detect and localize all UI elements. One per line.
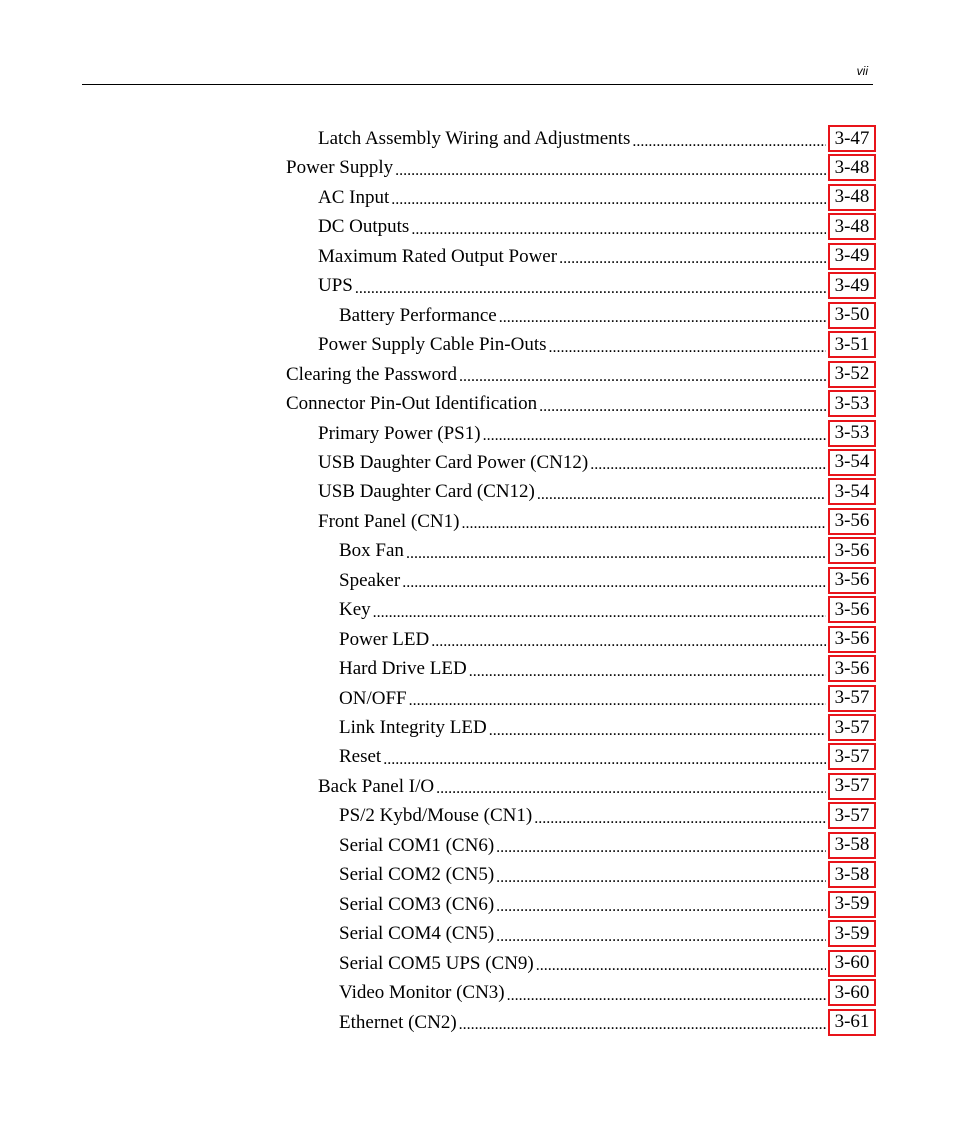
toc-entry-link[interactable] bbox=[318, 507, 826, 536]
dot-leader bbox=[496, 923, 826, 945]
dot-leader bbox=[496, 864, 826, 886]
toc-entry-label: Serial COM1 (CN6) bbox=[339, 834, 495, 856]
dot-leader bbox=[395, 157, 826, 179]
dot-leader bbox=[461, 510, 826, 532]
toc-entry-label: Video Monitor (CN3) bbox=[339, 982, 505, 1004]
toc-entry-link[interactable] bbox=[339, 1008, 826, 1037]
toc-entry-link[interactable] bbox=[318, 183, 826, 212]
page-number-link[interactable]: 3-56 bbox=[828, 596, 876, 623]
page-number-link[interactable]: 3-47 bbox=[828, 125, 876, 152]
toc-entry-label: DC Outputs bbox=[318, 216, 410, 238]
dot-leader bbox=[534, 805, 826, 827]
toc-row bbox=[0, 536, 954, 566]
toc-row bbox=[0, 566, 954, 596]
toc-entry-link[interactable] bbox=[339, 890, 826, 919]
dot-leader bbox=[539, 393, 826, 415]
toc-entry-label: Hard Drive LED bbox=[339, 658, 467, 680]
page-number-link[interactable]: 3-60 bbox=[828, 950, 876, 977]
toc-entry-link[interactable] bbox=[318, 477, 826, 506]
page-number-link[interactable]: 3-49 bbox=[828, 243, 876, 270]
toc-row bbox=[0, 860, 954, 890]
toc-entry-label: Ethernet (CN2) bbox=[339, 1011, 457, 1033]
dot-leader bbox=[373, 599, 826, 621]
toc-entry-link[interactable] bbox=[318, 242, 826, 271]
toc-entry-link[interactable] bbox=[318, 271, 826, 300]
page-number-link[interactable]: 3-51 bbox=[828, 331, 876, 358]
toc-entry-link[interactable] bbox=[339, 860, 826, 889]
toc-row bbox=[0, 1008, 954, 1038]
page-number-link[interactable]: 3-57 bbox=[828, 685, 876, 712]
toc-entry-label: Power Supply Cable Pin-Outs bbox=[318, 334, 547, 356]
dot-leader bbox=[496, 893, 826, 915]
toc-entry-link[interactable] bbox=[339, 978, 826, 1007]
dot-leader bbox=[409, 687, 826, 709]
toc-entry-label: PS/2 Kybd/Mouse (CN1) bbox=[339, 805, 533, 827]
toc-entry-label: AC Input bbox=[318, 186, 390, 208]
toc-row bbox=[0, 124, 954, 154]
page-number-link[interactable]: 3-50 bbox=[828, 302, 876, 329]
dot-leader bbox=[402, 569, 826, 591]
dot-leader bbox=[431, 628, 826, 650]
toc-row bbox=[0, 625, 954, 655]
toc-entry-label: Reset bbox=[339, 746, 382, 768]
toc-entry-label: USB Daughter Card Power (CN12) bbox=[318, 451, 589, 473]
dot-leader bbox=[590, 451, 826, 473]
toc-entry-link[interactable] bbox=[339, 831, 826, 860]
toc-entry-link[interactable] bbox=[318, 124, 826, 153]
page-number-link[interactable]: 3-56 bbox=[828, 567, 876, 594]
toc-row bbox=[0, 595, 954, 625]
toc-entry-label: USB Daughter Card (CN12) bbox=[318, 481, 535, 503]
page-number-link[interactable]: 3-49 bbox=[828, 272, 876, 299]
toc-entry-link[interactable] bbox=[339, 801, 826, 830]
toc-row bbox=[0, 831, 954, 861]
page-number-link[interactable]: 3-60 bbox=[828, 979, 876, 1006]
toc-row bbox=[0, 360, 954, 390]
toc-entry-link[interactable] bbox=[318, 772, 826, 801]
toc-entry-label: Key bbox=[339, 599, 371, 621]
toc-entry-label: Clearing the Password bbox=[286, 363, 457, 385]
toc-entry-label: ON/OFF bbox=[339, 687, 407, 709]
toc-row bbox=[0, 242, 954, 272]
toc-row bbox=[0, 801, 954, 831]
toc-entry-link[interactable] bbox=[339, 742, 826, 771]
page-number-link[interactable]: 3-56 bbox=[828, 537, 876, 564]
toc-entry-link[interactable] bbox=[286, 389, 826, 418]
dot-leader bbox=[406, 540, 826, 562]
toc-entry-link[interactable] bbox=[318, 330, 826, 359]
toc-row bbox=[0, 713, 954, 743]
toc-entry-label: Latch Assembly Wiring and Adjustments bbox=[318, 128, 631, 149]
toc-entry-link[interactable] bbox=[339, 713, 826, 742]
toc-row bbox=[0, 271, 954, 301]
dot-leader bbox=[559, 245, 826, 267]
page-number-link[interactable]: 3-56 bbox=[828, 655, 876, 682]
page-number-link[interactable]: 3-52 bbox=[828, 361, 876, 388]
dot-leader bbox=[536, 952, 826, 974]
toc-entry-label: Front Panel (CN1) bbox=[318, 510, 460, 532]
page-number: vii bbox=[856, 64, 868, 78]
toc-entry-label: Connector Pin-Out Identification bbox=[286, 393, 538, 415]
page-number-link[interactable]: 3-57 bbox=[828, 802, 876, 829]
toc-entry-link[interactable] bbox=[339, 949, 826, 978]
dot-leader bbox=[483, 422, 826, 444]
header-rule bbox=[82, 84, 873, 85]
toc-row bbox=[0, 772, 954, 802]
page-number-link[interactable]: 3-59 bbox=[828, 920, 876, 947]
page-number-link[interactable]: 3-58 bbox=[828, 832, 876, 859]
page-number-link[interactable]: 3-53 bbox=[828, 420, 876, 447]
toc-row bbox=[0, 507, 954, 537]
page-number-link[interactable]: 3-58 bbox=[828, 861, 876, 888]
toc-entry-link[interactable] bbox=[339, 919, 826, 948]
page-number-link[interactable]: 3-59 bbox=[828, 891, 876, 918]
toc-row bbox=[0, 448, 954, 478]
toc-row bbox=[0, 183, 954, 213]
toc-entry-label: Power LED bbox=[339, 628, 430, 650]
toc-entry-link[interactable] bbox=[318, 212, 826, 241]
page-number-link[interactable]: 3-53 bbox=[828, 390, 876, 417]
toc-entry-label: Speaker bbox=[339, 569, 401, 591]
dot-leader bbox=[411, 216, 826, 238]
toc-entry-link[interactable] bbox=[339, 301, 826, 330]
page-number-link[interactable]: 3-48 bbox=[828, 154, 876, 181]
page-number-link[interactable]: 3-48 bbox=[828, 184, 876, 211]
toc-entry-label: Serial COM3 (CN6) bbox=[339, 893, 495, 915]
toc-entry-label: Box Fan bbox=[339, 540, 404, 562]
toc-row bbox=[0, 978, 954, 1008]
dot-leader bbox=[632, 128, 826, 150]
dot-leader bbox=[355, 275, 826, 297]
dot-leader bbox=[391, 186, 826, 208]
page-number-link[interactable]: 3-48 bbox=[828, 213, 876, 240]
dot-leader bbox=[507, 982, 826, 1004]
toc-row bbox=[0, 890, 954, 920]
page-number-link[interactable]: 3-56 bbox=[828, 508, 876, 535]
page-number-link[interactable]: 3-57 bbox=[828, 743, 876, 770]
toc-row bbox=[0, 419, 954, 449]
toc-entry-link[interactable] bbox=[339, 625, 826, 654]
dot-leader bbox=[549, 334, 826, 356]
toc-row bbox=[0, 949, 954, 979]
page-number-link[interactable]: 3-57 bbox=[828, 714, 876, 741]
toc-entry-label: Primary Power (PS1) bbox=[318, 422, 481, 444]
toc-row bbox=[0, 684, 954, 714]
toc-entry-label: Battery Performance bbox=[339, 304, 497, 326]
dot-leader bbox=[489, 717, 826, 739]
toc-entry-link[interactable] bbox=[339, 654, 826, 683]
toc-entry-link[interactable] bbox=[339, 536, 826, 565]
page-number-link[interactable]: 3-54 bbox=[828, 478, 876, 505]
toc-entry-label: Serial COM2 (CN5) bbox=[339, 864, 495, 886]
toc-entry-label: Serial COM4 (CN5) bbox=[339, 923, 495, 945]
dot-leader bbox=[499, 304, 826, 326]
toc-row bbox=[0, 330, 954, 360]
toc-entry-label: UPS bbox=[318, 275, 353, 297]
page-number-link[interactable]: 3-61 bbox=[828, 1009, 876, 1036]
toc-entry-label: Link Integrity LED bbox=[339, 717, 487, 738]
page-number-link[interactable]: 3-56 bbox=[828, 626, 876, 653]
toc-entry-label: Power Supply bbox=[286, 157, 394, 179]
toc-entry-link[interactable] bbox=[286, 153, 826, 182]
dot-leader bbox=[469, 658, 826, 680]
dot-leader bbox=[459, 363, 826, 385]
toc-entry-label: Maximum Rated Output Power bbox=[318, 245, 558, 267]
toc-entry-link[interactable] bbox=[318, 419, 826, 448]
toc-entry-link[interactable] bbox=[339, 684, 826, 713]
toc-entry-link[interactable] bbox=[318, 448, 826, 477]
dot-leader bbox=[537, 481, 826, 503]
toc-entry-link[interactable] bbox=[339, 566, 826, 595]
dot-leader bbox=[496, 834, 826, 856]
toc-row bbox=[0, 153, 954, 183]
page-number-link[interactable]: 3-57 bbox=[828, 773, 876, 800]
toc-entry-label: Serial COM5 UPS (CN9) bbox=[339, 952, 534, 974]
dot-leader bbox=[459, 1011, 826, 1033]
toc-row bbox=[0, 654, 954, 684]
toc-row bbox=[0, 742, 954, 772]
toc-entry-link[interactable] bbox=[339, 595, 826, 624]
toc-row bbox=[0, 301, 954, 331]
toc-entry-label: Back Panel I/O bbox=[318, 775, 435, 797]
dot-leader bbox=[383, 746, 826, 768]
toc-row bbox=[0, 477, 954, 507]
toc-entry-link[interactable] bbox=[286, 360, 826, 389]
page-number-link[interactable]: 3-54 bbox=[828, 449, 876, 476]
toc-row bbox=[0, 212, 954, 242]
toc-row bbox=[0, 389, 954, 419]
toc-row bbox=[0, 919, 954, 949]
dot-leader bbox=[436, 775, 826, 797]
